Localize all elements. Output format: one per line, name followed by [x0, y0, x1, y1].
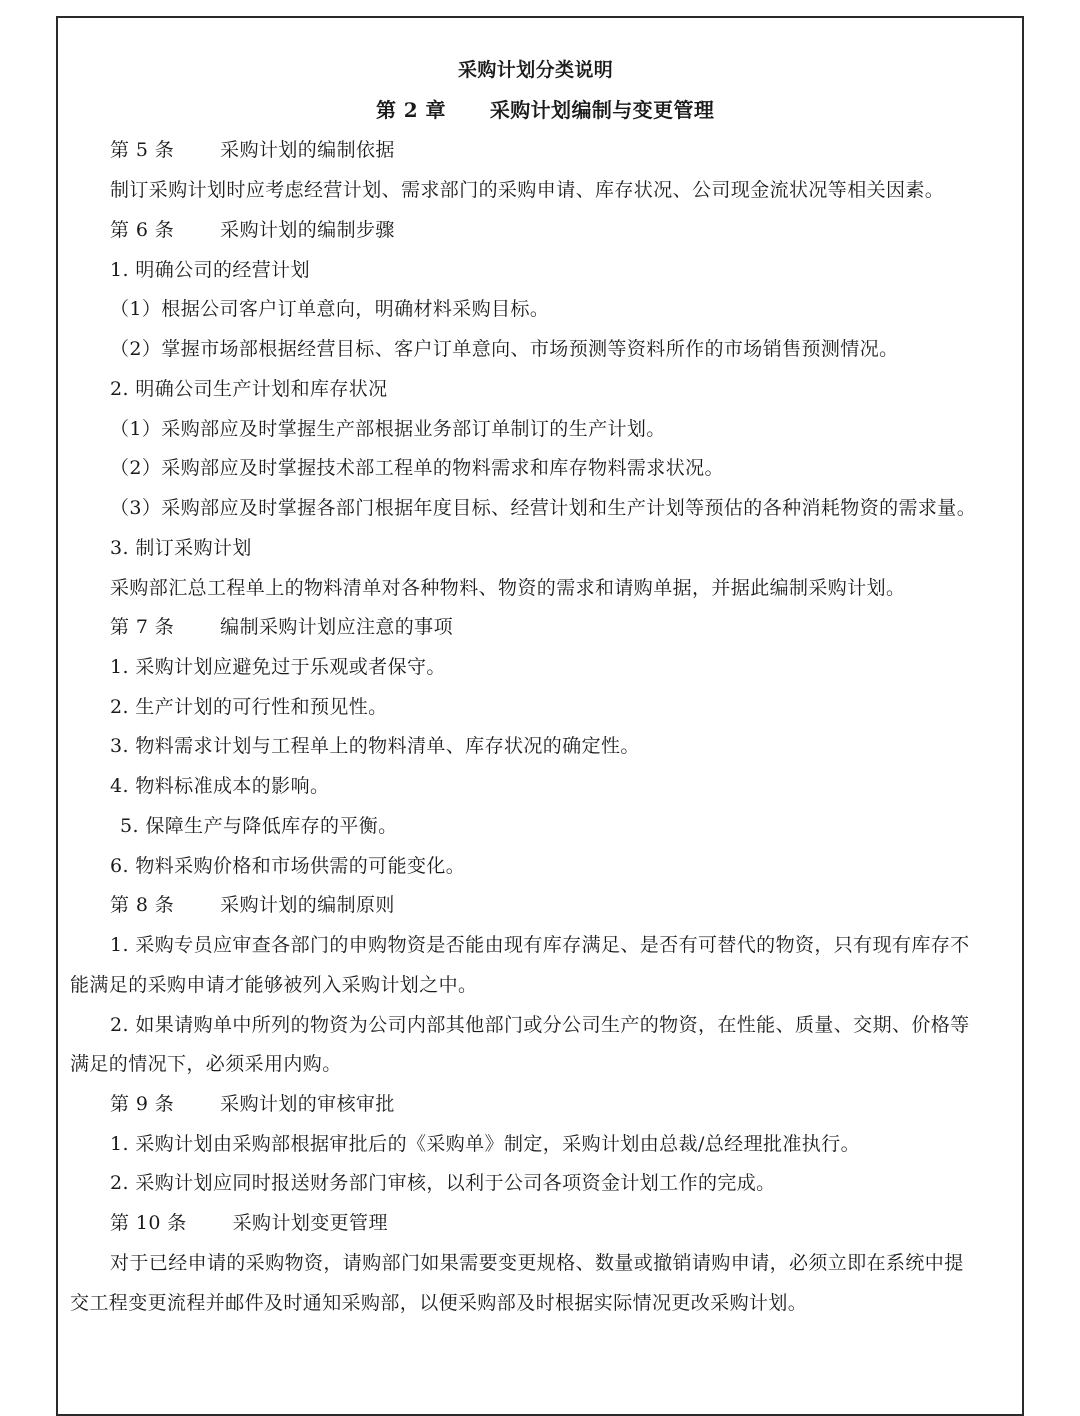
paragraph: 能满足的采购申请才能够被列入采购计划之中。 — [70, 974, 478, 996]
list-item: （3）采购部应及时掌握各部门根据年度目标、经营计划和生产计划等预估的各种消耗物资的需求量。 — [110, 497, 977, 519]
chapter-heading — [376, 98, 714, 122]
list-item: 2. 采购计划应同时报送财务部门审核，以利于公司各项资金计划工作的完成。 — [110, 1172, 776, 1194]
list-item: 4. 物料标准成本的影响。 — [110, 775, 330, 797]
article-10-heading — [110, 1211, 388, 1235]
list-item: 1. 明确公司的经营计划 — [110, 259, 310, 281]
article-title: 采购计划变更管理 — [232, 1212, 388, 1234]
list-item: （2）采购部应及时掌握技术部工程单的物料需求和库存物料需求状况。 — [110, 457, 724, 479]
article-title: 采购计划的编制步骤 — [220, 219, 395, 241]
chapter-number: 第 2 章 — [376, 98, 446, 122]
article-title: 采购计划的编制原则 — [220, 894, 395, 916]
paragraph: 1. 采购专员应审查各部门的申购物资是否能由现有库存满足、是否有可替代的物资，只有现有库存不 — [110, 934, 970, 956]
paragraph: 对于已经申请的采购物资，请购部门如果需要变更规格、数量或撤销请购申请，必须立即在系统中提 — [110, 1252, 964, 1274]
paragraph: 采购部汇总工程单上的物料清单对各种物料、物资的需求和请购单据，并据此编制采购计划。 — [110, 577, 906, 599]
list-item: 1. 采购计划应避免过于乐观或者保守。 — [110, 656, 446, 678]
article-label: 第 8 条 — [110, 894, 175, 916]
article-label: 第 9 条 — [110, 1093, 175, 1115]
list-item: 6. 物料采购价格和市场供需的可能变化。 — [110, 855, 466, 877]
list-item: 3. 制订采购计划 — [110, 537, 252, 559]
article-8-heading — [110, 893, 395, 917]
article-title: 采购计划的编制依据 — [220, 139, 395, 161]
list-item: 2. 生产计划的可行性和预见性。 — [110, 696, 388, 718]
list-item: （2）掌握市场部根据经营目标、客户订单意向、市场预测等资料所作的市场销售预测情况。 — [110, 338, 899, 360]
article-label: 第 7 条 — [110, 616, 175, 638]
list-item: 1. 采购计划由采购部根据审批后的《采购单》制定，采购计划由总裁/总经理批准执行。 — [110, 1133, 860, 1155]
article-7-heading — [110, 615, 453, 639]
article-label: 第 6 条 — [110, 219, 175, 241]
document-title: 采购计划分类说明 — [458, 59, 614, 81]
article-5-heading — [110, 138, 395, 162]
article-5-body: 制订采购计划时应考虑经营计划、需求部门的采购申请、库存状况、公司现金流状况等相关因素。 — [110, 179, 945, 201]
article-title: 采购计划的审核审批 — [220, 1093, 395, 1115]
article-label: 第 5 条 — [110, 139, 175, 161]
list-item: 2. 明确公司生产计划和库存状况 — [110, 378, 388, 400]
list-item: 5. 保障生产与降低库存的平衡。 — [120, 815, 398, 837]
list-item: （1）根据公司客户订单意向，明确材料采购目标。 — [110, 298, 550, 320]
list-item: （1）采购部应及时掌握生产部根据业务部订单制订的生产计划。 — [110, 418, 666, 440]
paragraph: 交工程变更流程并邮件及时通知采购部，以便采购部及时根据实际情况更改采购计划。 — [70, 1292, 808, 1314]
article-title: 编制采购计划应注意的事项 — [220, 616, 453, 638]
article-6-heading — [110, 218, 395, 242]
list-item: 3. 物料需求计划与工程单上的物料清单、库存状况的确定性。 — [110, 735, 640, 757]
article-label: 第 10 条 — [110, 1212, 187, 1234]
paragraph: 2. 如果请购单中所列的物资为公司内部其他部门或分公司生产的物资，在性能、质量、交期、价格等 — [110, 1014, 970, 1036]
article-9-heading — [110, 1092, 395, 1116]
paragraph: 满足的情况下，必须采用内购。 — [70, 1053, 342, 1075]
chapter-title: 采购计划编制与变更管理 — [489, 98, 715, 122]
